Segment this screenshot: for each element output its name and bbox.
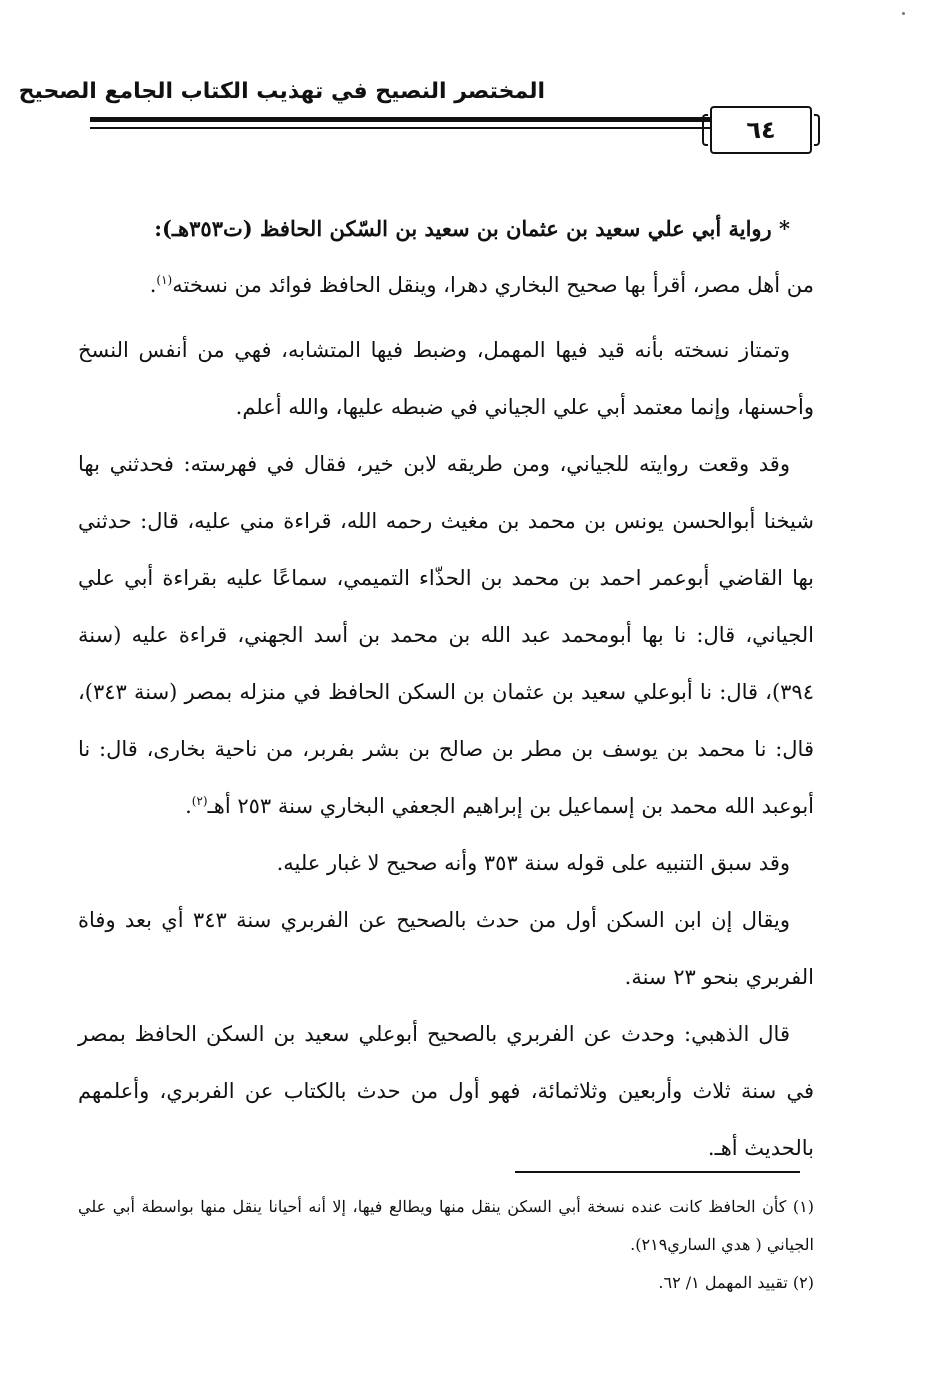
body-text [78,200,814,1177]
footnote-ref-1[interactable]: (١) [156,273,173,287]
footnote-2: (٢) تقييد المهمل ١/ ٦٢. [658,1273,814,1292]
header-rule-thick [90,117,710,122]
header-rule-thin [90,127,710,129]
paragraph-5: ويقال إن ابن السكن أول من حدث بالصحيح عن الفربري سنة ٣٤٣ أي بعد وفاة الفربري بنحو ٢٣ سنة. [78,908,814,989]
paragraph-3-text: وقد وقعت روايته للجياني، ومن طريقه لابن خير، فقال في فهرسته: فحدثني بها شيخنا أبوالحسن يونس بن محمد بن مغيث رحمه الله، قراءة مني عليه، قال: حدثني بها القاضي أبوعمر احمد بن محمد بن الحذّاء التميمي، سماعًا عليه بقراءة أبي علي الجياني، قال: نا بها أبومحمد عبد الله بن محمد بن أسد الجهني، قراءة عليه (سنة ٣٩٤)، قال: نا أبوعلي سعيد بن عثمان بن السكن الحافظ في منزله بمصر (سنة ٣٤٣)، قال: نا محمد بن يوسف بن مطر بن صالح بن بشر بفربر، من ناحية بخارى، قال: نا أبوعبد الله محمد بن إسماعيل بن إبراهيم الجعفي البخاري سنة ٢٥٣ أهـ [78,452,814,818]
running-title: المختصر النصيح في تهذيب الكتاب الجامع الصحيح [18,79,545,104]
section-heading: * رواية أبي علي سعيد بن عثمان بن سعيد بن السّكن الحافظ (ت٣٥٣هـ): [154,216,790,241]
scan-speck [902,12,905,15]
page-number [710,106,812,154]
footnote-ref-2[interactable]: (٢) [191,794,208,808]
footnotes [78,1188,814,1302]
footnote-separator [515,1171,800,1173]
paragraph-6: قال الذهبي: وحدث عن الفربري بالصحيح أبوعلي سعيد بن السكن الحافظ بمصر في سنة ثلاث وأربعين وثلاثمائة، فهو أول من حدث بالكتاب عن الفربري، وأعلمهم بالحديث أهـ. [78,1022,814,1160]
paragraph-1-text: من أهل مصر، أقرأ بها صحيح البخاري دهرا، وينقل الحافظ فوائد من نسخته [172,273,814,297]
paragraph-1-end: . [149,273,157,297]
paragraph-1 [78,257,814,314]
page-number-text: ٦٤ [746,116,776,144]
paragraph-4: وقد سبق التنبيه على قوله سنة ٣٥٣ وأنه صحيح لا غبار عليه. [276,851,790,875]
paragraph-2: وتمتاز نسخته بأنه قيد فيها المهمل، وضبط فيها المتشابه، فهي من أنفس النسخ وأحسنها، وإنما معتمد أبي علي الجياني في ضبطه عليها، والله أعلم. [78,338,814,419]
paragraph-3-end: . [185,794,192,818]
paragraph-3 [78,436,814,835]
footnote-1: (١) كأن الحافظ كانت عنده نسخة أبي السكن ينقل منها ويطالع فيها، إلا أنه أحيانا ينقل منها بواسطة أبي علي الجياني ( هدي الساري٢١٩). [78,1197,814,1254]
